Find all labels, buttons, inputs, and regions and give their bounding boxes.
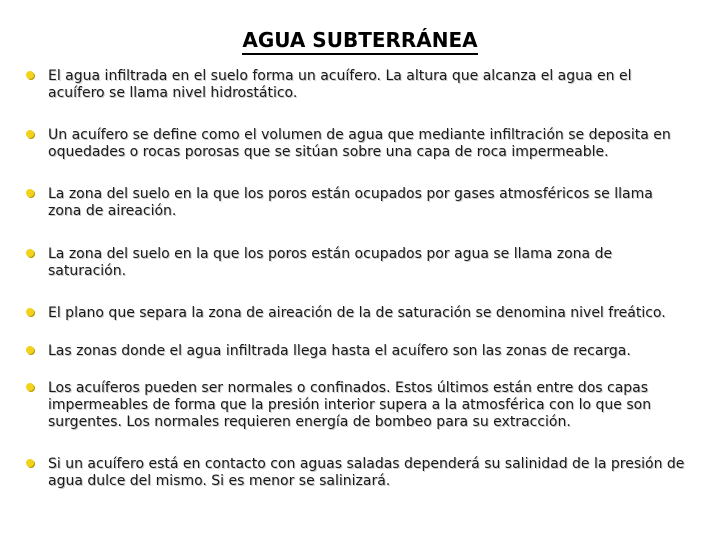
bullet-item	[26, 305, 686, 322]
slide-title	[0, 28, 720, 52]
bullet-dot-icon	[26, 346, 34, 354]
bullet-list	[26, 68, 686, 490]
bullet-item	[26, 246, 686, 280]
bullet-item	[26, 380, 686, 431]
bullet-item	[26, 343, 686, 360]
bullet-dot-icon	[26, 189, 34, 197]
bullet-dot-icon	[26, 459, 34, 467]
bullet-item	[26, 127, 686, 161]
bullet-text: El plano que separa la zona de aireación de la de saturación se denomina nivel freático.	[48, 305, 666, 321]
bullet-text: La zona del suelo en la que los poros están ocupados por gases atmosféricos se llama zona de aireación.	[48, 186, 653, 219]
bullet-dot-icon	[26, 130, 34, 138]
bullet-dot-icon	[26, 249, 34, 257]
bullet-dot-icon	[26, 383, 34, 391]
bullet-text: El agua infiltrada en el suelo forma un acuífero. La altura que alcanza el agua en el acuífero se llama nivel hidrostático.	[48, 68, 632, 101]
bullet-text: Las zonas donde el agua infiltrada llega hasta el acuífero son las zonas de recarga.	[48, 343, 631, 359]
bullet-dot-icon	[26, 71, 34, 79]
slide-title-text: AGUA SUBTERRÁNEA	[242, 28, 477, 55]
bullet-text: Si un acuífero está en contacto con aguas saladas dependerá su salinidad de la presión de agua dulce del mismo. Si es menor se salinizará.	[48, 456, 685, 489]
bullet-item	[26, 186, 686, 220]
bullet-text: Un acuífero se define como el volumen de agua que mediante infiltración se deposita en oquedades o rocas porosas que se sitúan sobre una capa de roca impermeable.	[48, 127, 671, 160]
bullet-item	[26, 456, 686, 490]
bullet-text: Los acuíferos pueden ser normales o confinados. Estos últimos están entre dos capas impermeables de forma que la presión interior supera a la atmosférica con lo que son surgentes. Los normales requieren energía de bombeo para su extracción.	[48, 380, 652, 430]
bullet-text: La zona del suelo en la que los poros están ocupados por agua se llama zona de saturación.	[48, 246, 613, 279]
bullet-item	[26, 68, 686, 102]
bullet-dot-icon	[26, 308, 34, 316]
